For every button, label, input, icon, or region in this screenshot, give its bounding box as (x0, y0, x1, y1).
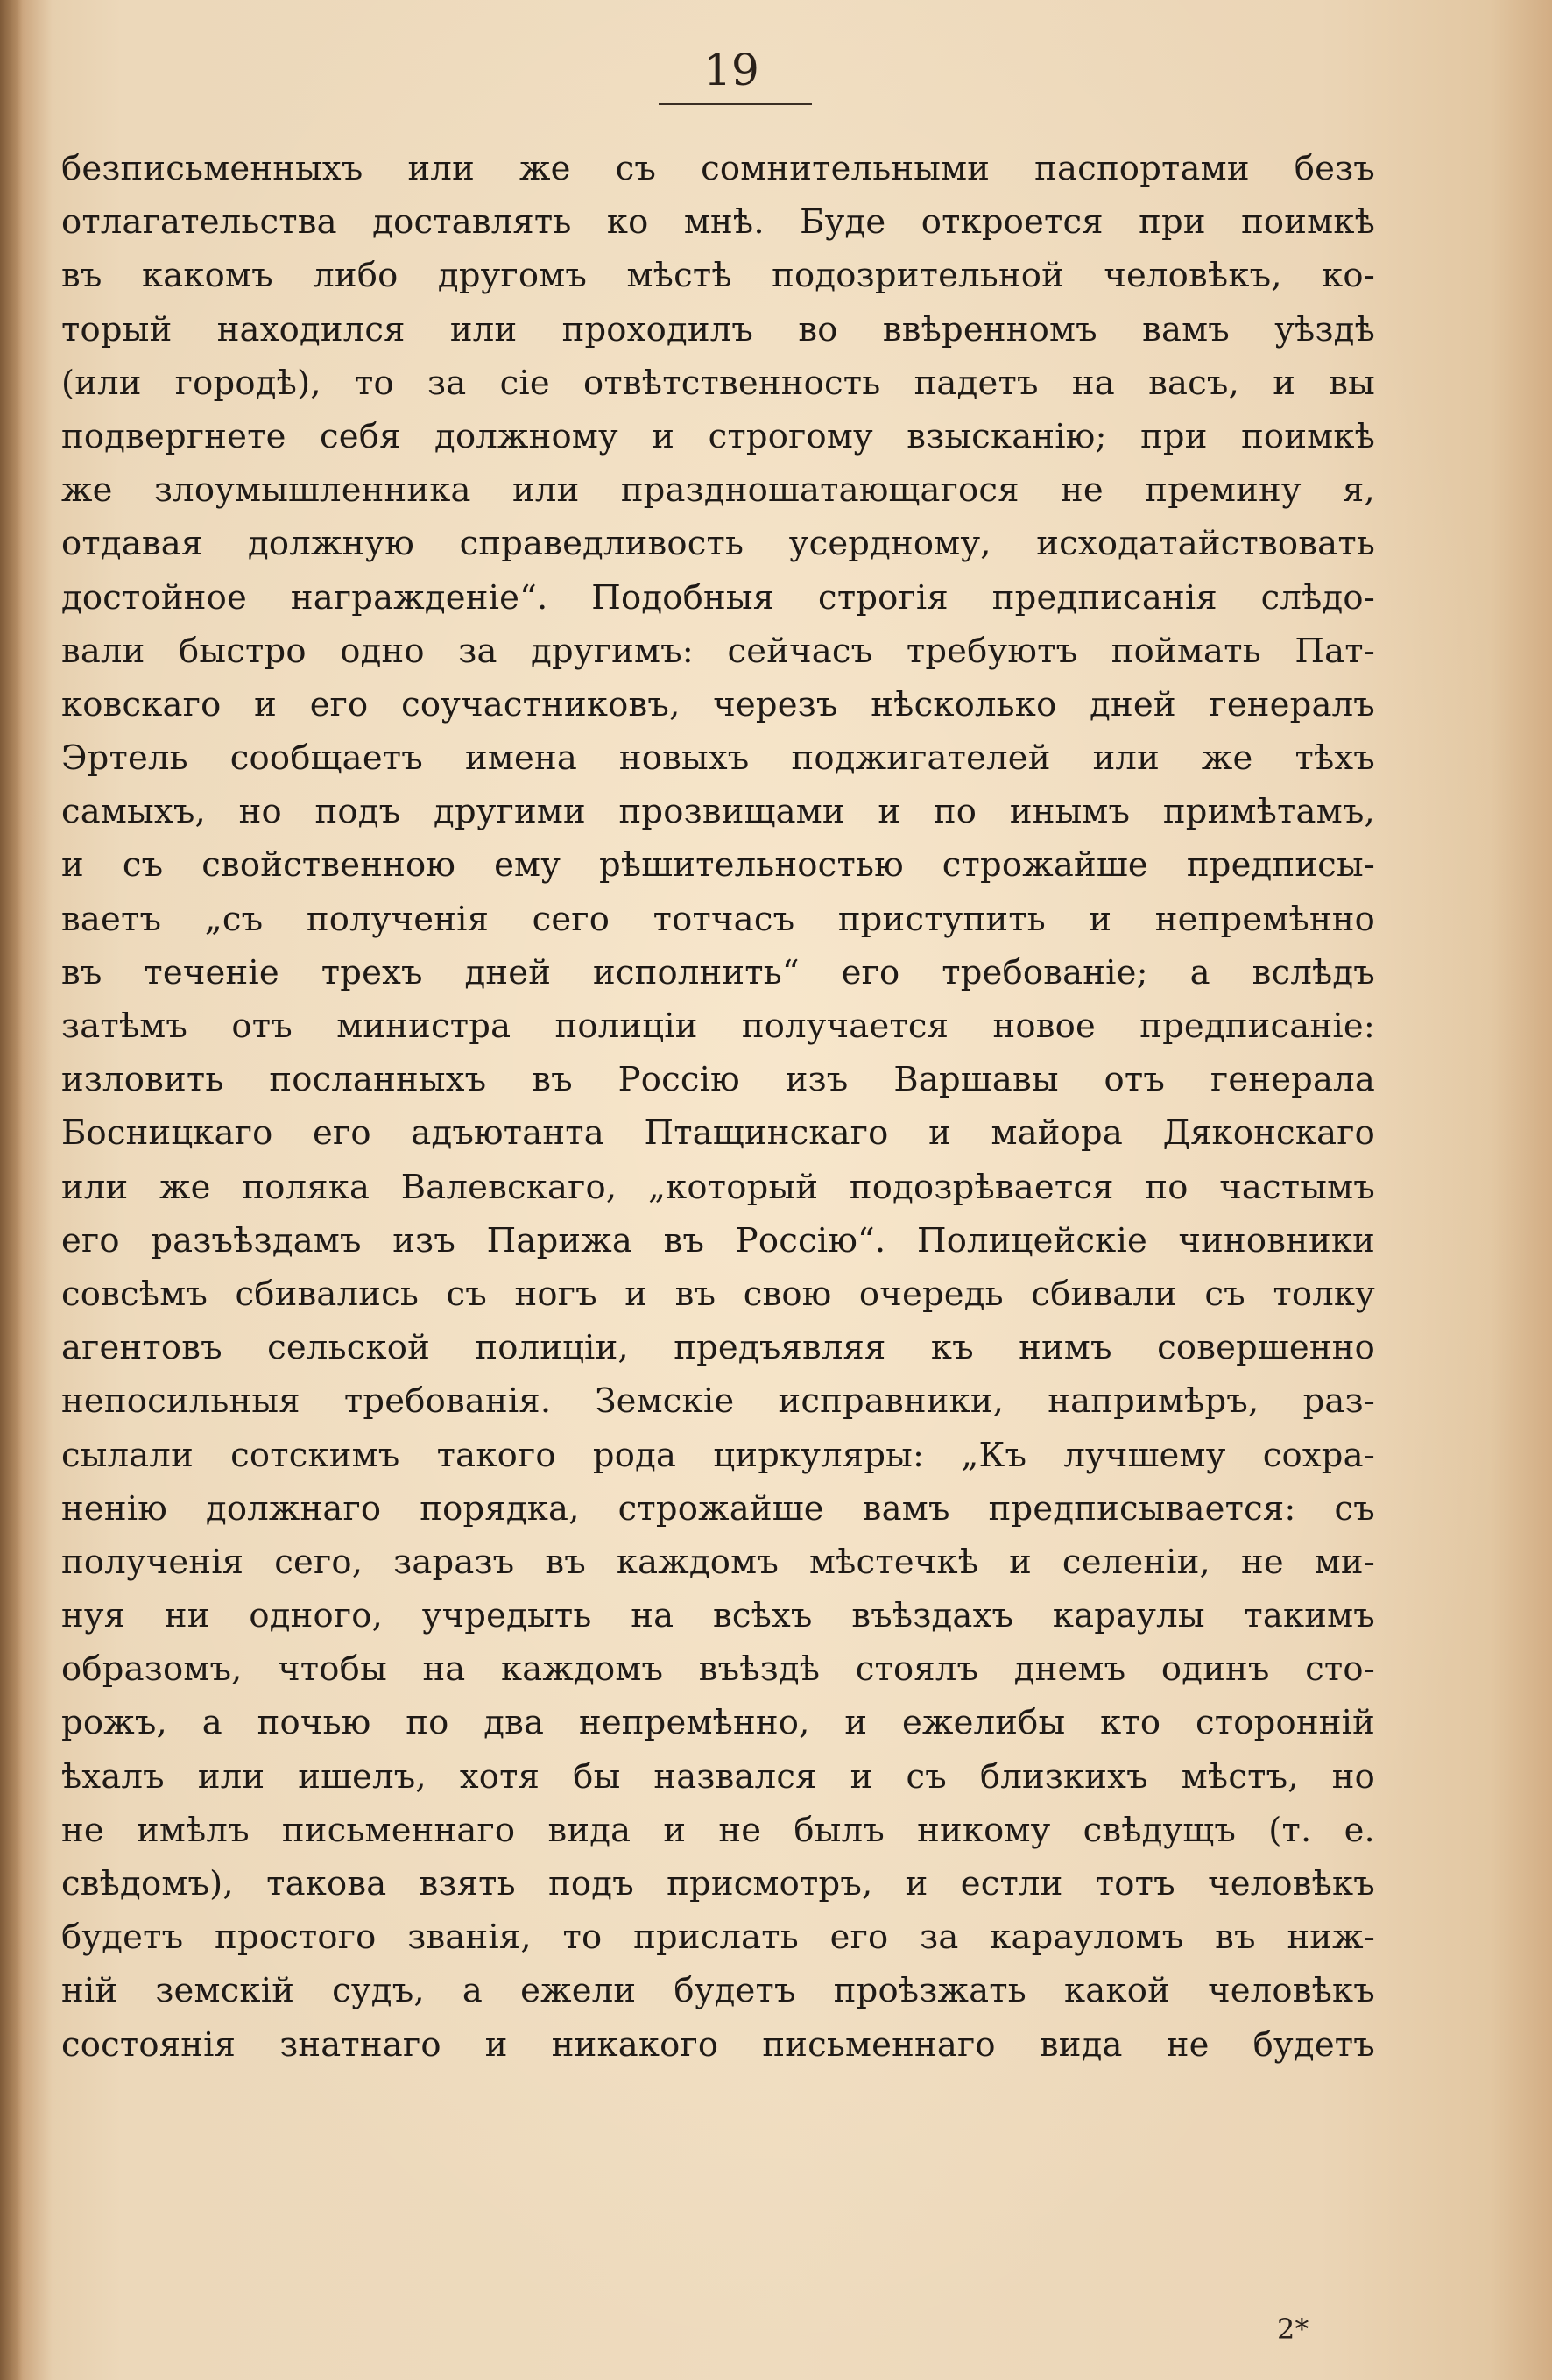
text-line: состоянія знатнаго и никакого письменнаго вида не будетъ (61, 2024, 1375, 2065)
text-line: образомъ, чтобы на каждомъ въѣздѣ стоялъ днемъ одинъ сто- (61, 1649, 1375, 1690)
text-line: нуя ни одного, учредыть на всѣхъ въѣздахъ караулы такимъ (61, 1596, 1375, 1636)
text-line: вали быстро одно за другимъ: сейчасъ требуютъ поймать Пат- (61, 631, 1375, 671)
text-line: рожъ, а почью по два непремѣнно, и ежелибы кто сторонній (61, 1703, 1375, 1743)
text-line: свѣдомъ), такова взять подъ присмотръ, и естли тотъ человѣкъ (61, 1864, 1375, 1903)
text-line: его разъѣздамъ изъ Парижа въ Россію“. Полицейскіе чиновники (61, 1220, 1375, 1261)
text-line: въ какомъ либо другомъ мѣстѣ подозрительной человѣкъ, ко- (61, 256, 1375, 296)
text-line: достойное награжденіе“. Подобныя строгія предписанія слѣдо- (61, 577, 1375, 618)
text-line: будетъ простого званія, то прислать его за карауломъ въ ниж- (61, 1917, 1375, 1958)
text-line: изловить посланныхъ въ Россію изъ Варшавы отъ генерала (61, 1060, 1375, 1100)
text-line: отдавая должную справедливость усердному, исходатайствовать (61, 524, 1375, 564)
text-line: затѣмъ отъ министра полиціи получается новое предписаніе: (61, 1006, 1375, 1046)
text-line: ній земскій судъ, а ежели будетъ проѣзжать какой человѣкъ (61, 1971, 1375, 2011)
header-rule (659, 103, 812, 105)
text-line: самыхъ, но подъ другими прозвищами и по инымъ примѣтамъ, (61, 792, 1375, 832)
page-number-header (648, 44, 815, 96)
text-line: полученія сего, заразъ въ каждомъ мѣстечкѣ и селеніи, не ми- (61, 1542, 1375, 1582)
text-line: подвергнете себя должному и строгому взысканію; при поимкѣ (61, 416, 1375, 456)
text-line: ковскаго и его соучастниковъ, черезъ нѣсколько дней генералъ (61, 684, 1375, 724)
text-line: Босницкаго его адъютанта Птащинскаго и майора Дяконскаго (61, 1113, 1375, 1154)
text-line: непосильныя требованія. Земскіе исправники, напримѣръ, раз- (61, 1381, 1375, 1422)
text-line: въ теченіе трехъ дней исполнить“ его требованіе; а вслѣдъ (61, 952, 1375, 992)
text-line: ваетъ „съ полученія сего тотчасъ приступить и непремѣнно (61, 899, 1375, 939)
text-line: торый находился или проходилъ во ввѣренномъ вамъ уѣздѣ (61, 309, 1375, 350)
text-line: отлагательства доставлять ко мнѣ. Буде откроется при поимкѣ (61, 202, 1375, 243)
signature-mark: 2* (1277, 2313, 1309, 2346)
text-line: агентовъ сельской полиціи, предъявляя къ нимъ совершенно (61, 1328, 1375, 1368)
text-line: или же поляка Валевскаго, „который подозрѣвается по частымъ (61, 1167, 1375, 1207)
text-line: Эртель сообщаетъ имена новыхъ поджигателей или же тѣхъ (61, 738, 1375, 779)
text-line: ненію должнаго порядка, строжайше вамъ предписывается: съ (61, 1488, 1375, 1529)
body-text (61, 142, 1375, 2072)
text-line: не имѣлъ письменнаго вида и не былъ никому свѣдущъ (т. е. (61, 1810, 1375, 1850)
text-line: безписьменныхъ или же съ сомнительными паспортами безъ (61, 149, 1375, 188)
text-line: и съ свойственною ему рѣшительностью строжайше предписы- (61, 845, 1375, 886)
text-line: же злоумышленника или праздношатающагося не премину я, (61, 470, 1375, 511)
text-line: ѣхалъ или ишелъ, хотя бы назвался и съ близкихъ мѣстъ, но (61, 1756, 1375, 1797)
text-line: (или городѣ), то за сіе отвѣтственность падетъ на васъ, и вы (61, 363, 1375, 403)
page-number: 19 (703, 45, 759, 95)
text-line: сылали сотскимъ такого рода циркуляры: „Къ лучшему сохра- (61, 1435, 1375, 1475)
text-line: совсѣмъ сбивались съ ногъ и въ свою очередь сбивали съ толку (61, 1274, 1375, 1314)
